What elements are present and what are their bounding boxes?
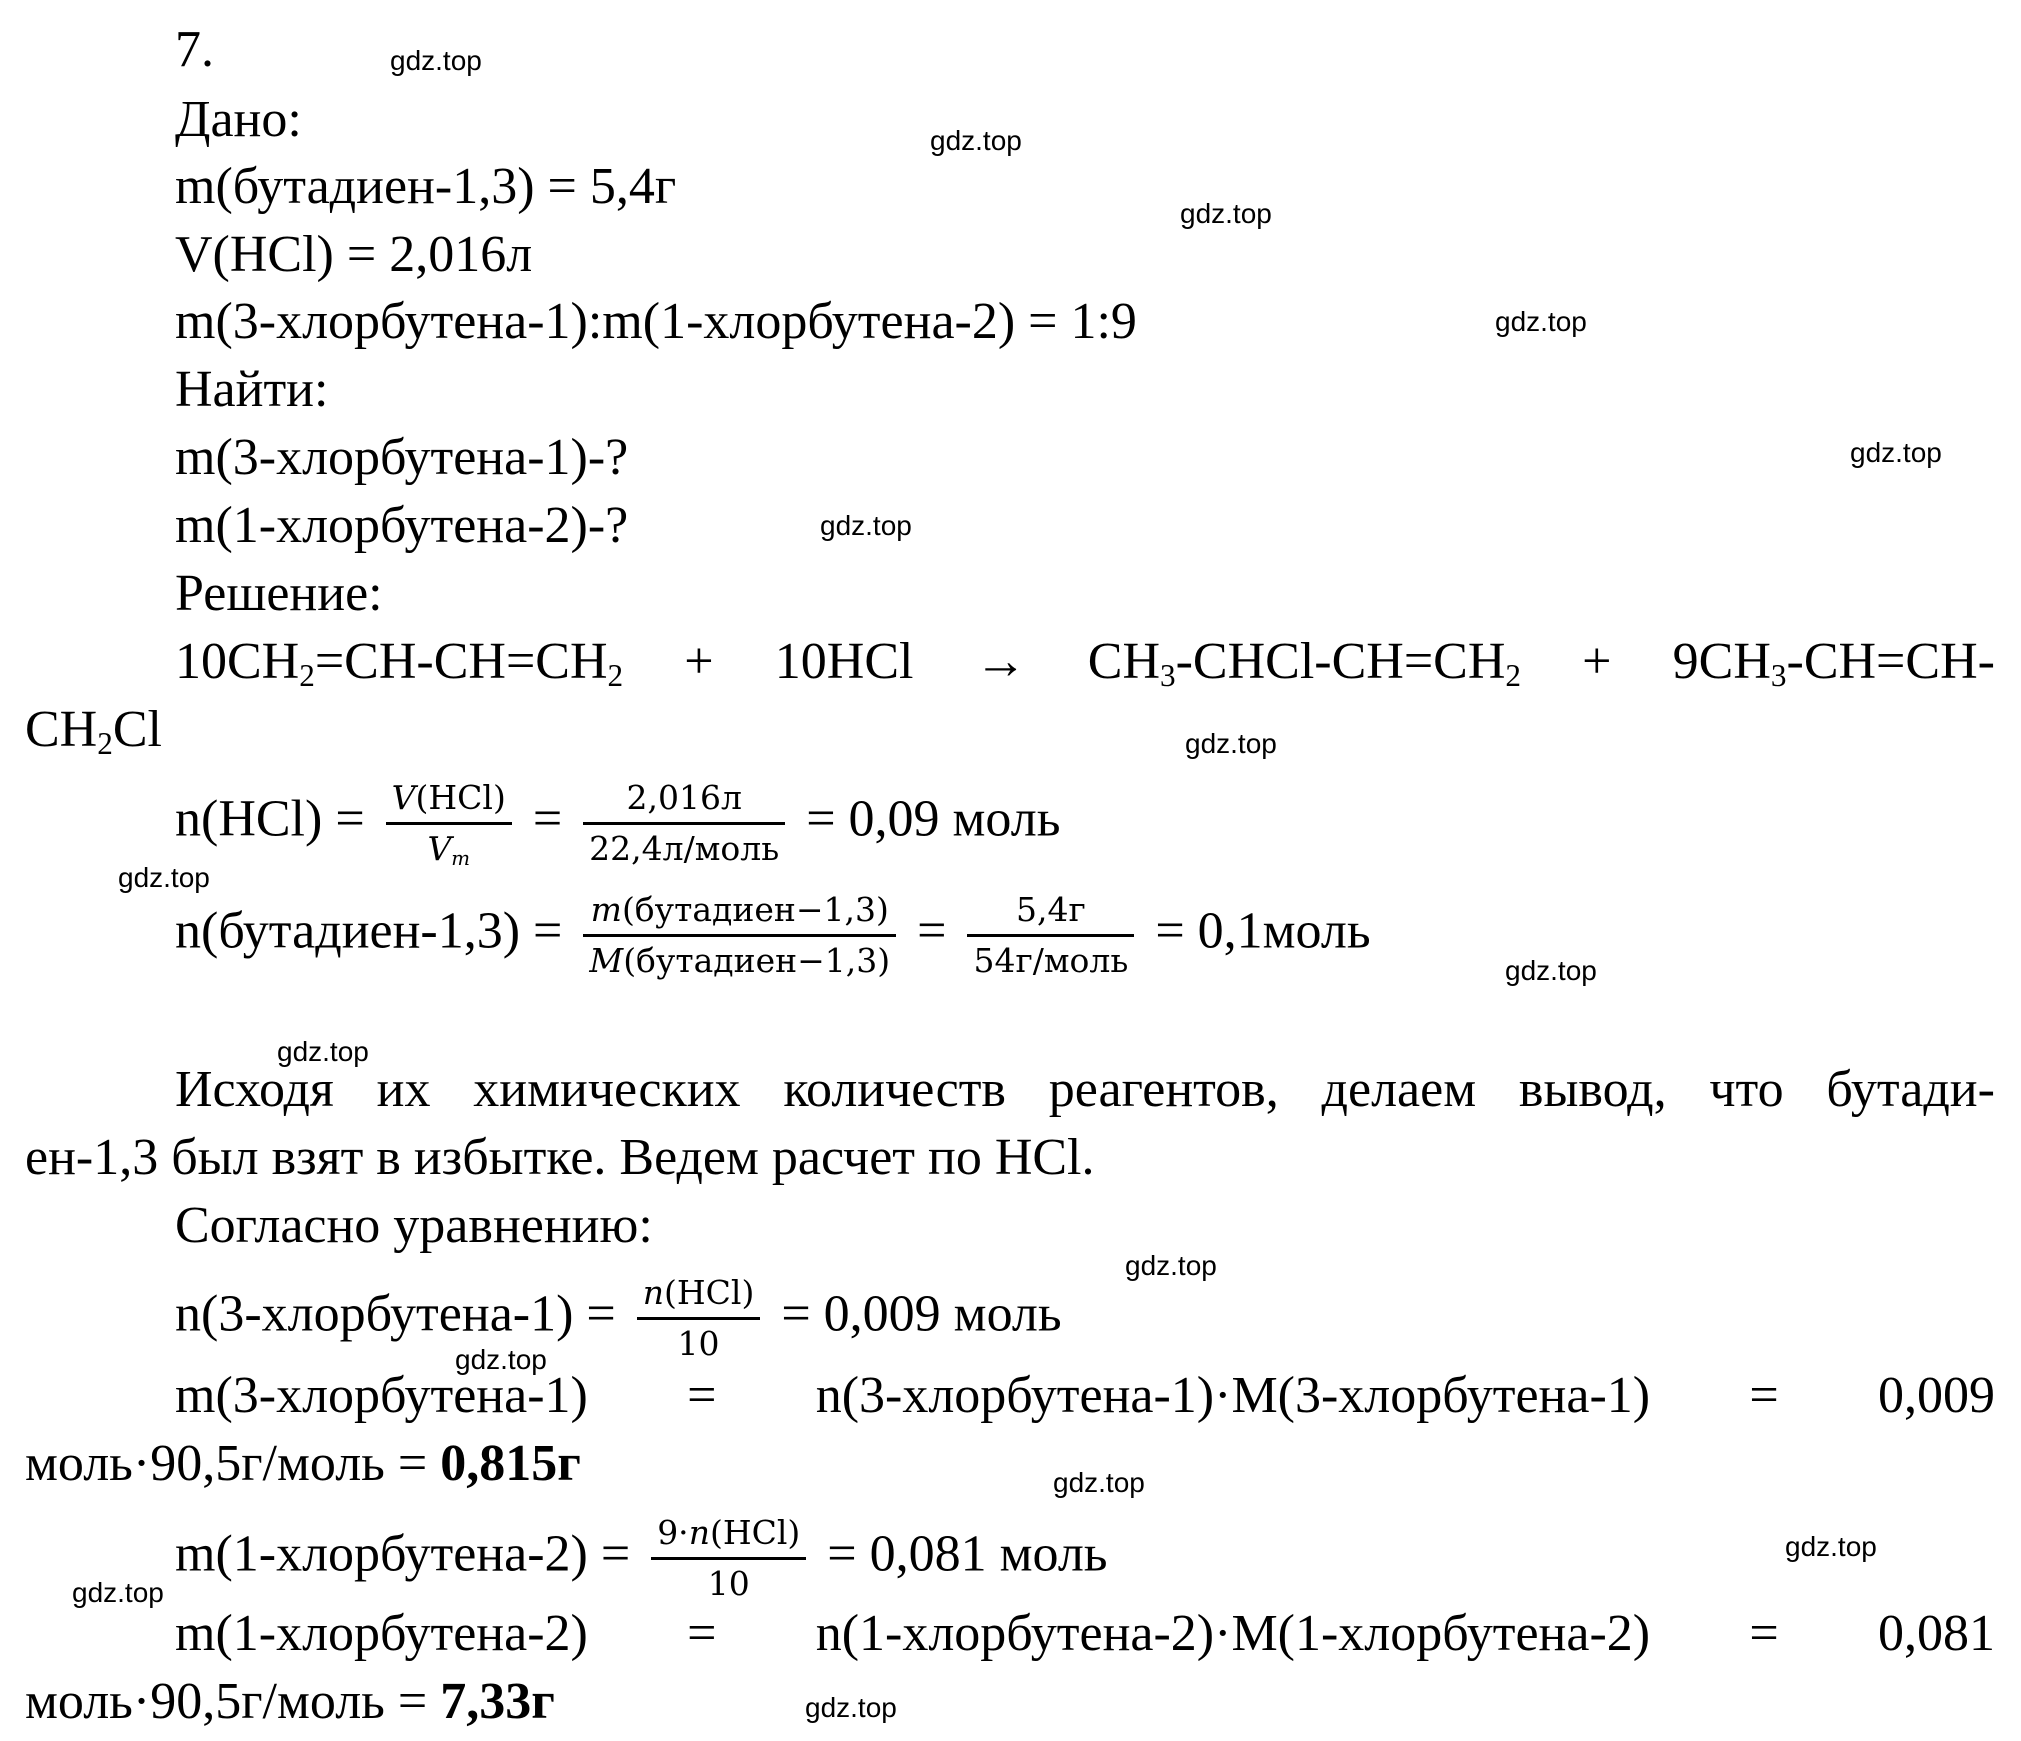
fraction: $\frac{5,4г}{\text{54г/моль}}$: [967, 890, 1134, 981]
n-1-chlorobutene-formula: m(1-хлорбутена-2) = $\frac{\text{9·n(HCl)}}{10}$ = 0,081 моль: [175, 1513, 1108, 1603]
watermark: gdz.top: [930, 125, 1022, 156]
find-item: m(3-хлорбутена-1)-?: [175, 429, 629, 486]
watermark: gdz.top: [1785, 1531, 1877, 1562]
watermark: gdz.top: [1185, 728, 1277, 759]
solution-label: Решение:: [175, 565, 383, 622]
reaction-arrow: →: [974, 633, 1027, 690]
conclusion-line: Исходя их химических количеств реагентов, делаем вывод, что бутади-: [175, 1061, 1995, 1118]
fraction: $\frac{\text{V(HCl)}}{V_m}$: [386, 778, 512, 869]
m-3-chlorobutene-result: моль·90,5г/моль = 0,815г: [25, 1435, 581, 1492]
plus-sign: +: [684, 633, 714, 690]
answer-value: 0,815г: [440, 1435, 581, 1492]
according-label: Согласно уравнению:: [175, 1197, 653, 1254]
given-volume: V(HCl) = 2,016л: [175, 226, 533, 283]
watermark: gdz.top: [1180, 198, 1272, 229]
reactant-butadiene: $10CH_2=CH-CH=CH_2$: [175, 633, 624, 693]
fraction: $\frac{\text{m(бутадиен−1,3)}}{\text{M(бутадиен−1,3)}}$: [583, 890, 896, 981]
watermark: gdz.top: [1850, 437, 1942, 468]
reactant-hcl: 10HCl: [774, 633, 914, 690]
find-item: m(1-хлорбутена-2)-?: [175, 497, 629, 554]
n-3-chlorobutene-formula: n(3-хлорбутена-1) = $\frac{\text{n(HCl)}}{10}$ = 0,009 моль: [175, 1273, 1062, 1363]
watermark: gdz.top: [1053, 1467, 1145, 1498]
product-1-chlorobutene: $9CH_3-CH=CH-$: [1672, 633, 1995, 693]
fraction: $\frac{\text{9·n(HCl)}}{10}$: [651, 1513, 806, 1604]
watermark: gdz.top: [118, 862, 210, 893]
fraction: $\frac{\text{n(HCl)}}{10}$: [637, 1273, 761, 1364]
watermark: gdz.top: [1125, 1250, 1217, 1281]
find-label: Найти:: [175, 361, 329, 418]
watermark: gdz.top: [805, 1692, 897, 1723]
n-hcl-formula: n(HCl) = $\frac{\text{V(HCl)}}{V_m}$ = $\frac{2,016л}{\text{22,4л/моль}}$ = 0,09 моль: [175, 778, 1061, 870]
watermark: gdz.top: [390, 45, 482, 76]
reaction-equation-wrap: $CH_2Cl$: [25, 701, 162, 761]
watermark: gdz.top: [1495, 306, 1587, 337]
watermark: gdz.top: [1505, 955, 1597, 986]
fraction: $\frac{2,016л}{\text{22,4л/моль}}$: [583, 778, 785, 869]
product-3-chlorobutene: $CH_3-CHCl-CH=CH_2$: [1087, 633, 1522, 693]
m-1-chlorobutene-formula: m(1-хлорбутена-2) = n(1-хлорбутена-2)·M(1-хлорбутена-2) = 0,081: [175, 1605, 1995, 1662]
watermark: gdz.top: [820, 510, 912, 541]
conclusion-line: ен-1,3 был взят в избытке. Ведем расчет по HCl.: [25, 1129, 1095, 1186]
watermark: gdz.top: [72, 1577, 164, 1608]
given-label: Дано:: [175, 91, 302, 148]
m-1-chlorobutene-result: моль·90,5г/моль = 7,33г: [25, 1673, 555, 1730]
task-number: 7.: [175, 21, 214, 78]
m-3-chlorobutene-formula: m(3-хлорбутена-1) = n(3-хлорбутена-1)·M(3-хлорбутена-1) = 0,009: [175, 1367, 1995, 1424]
given-ratio: m(3-хлорбутена-1):m(1-хлорбутена-2) = 1:9: [175, 293, 1137, 350]
n-butadiene-formula: n(бутадиен-1,3) = $\frac{\text{m(бутадиен−1,3)}}{\text{M(бутадиен−1,3)}}$ = $\frac{5,4г}{\text{54г/моль}}$ = 0,1моль: [175, 890, 1371, 980]
watermark: gdz.top: [455, 1344, 547, 1375]
answer-value: 7,33г: [440, 1673, 555, 1730]
given-mass: m(бутадиен-1,3) = 5,4г: [175, 158, 677, 215]
reaction-equation: [175, 632, 1995, 692]
watermark: gdz.top: [277, 1036, 369, 1067]
plus-sign: +: [1582, 633, 1612, 690]
